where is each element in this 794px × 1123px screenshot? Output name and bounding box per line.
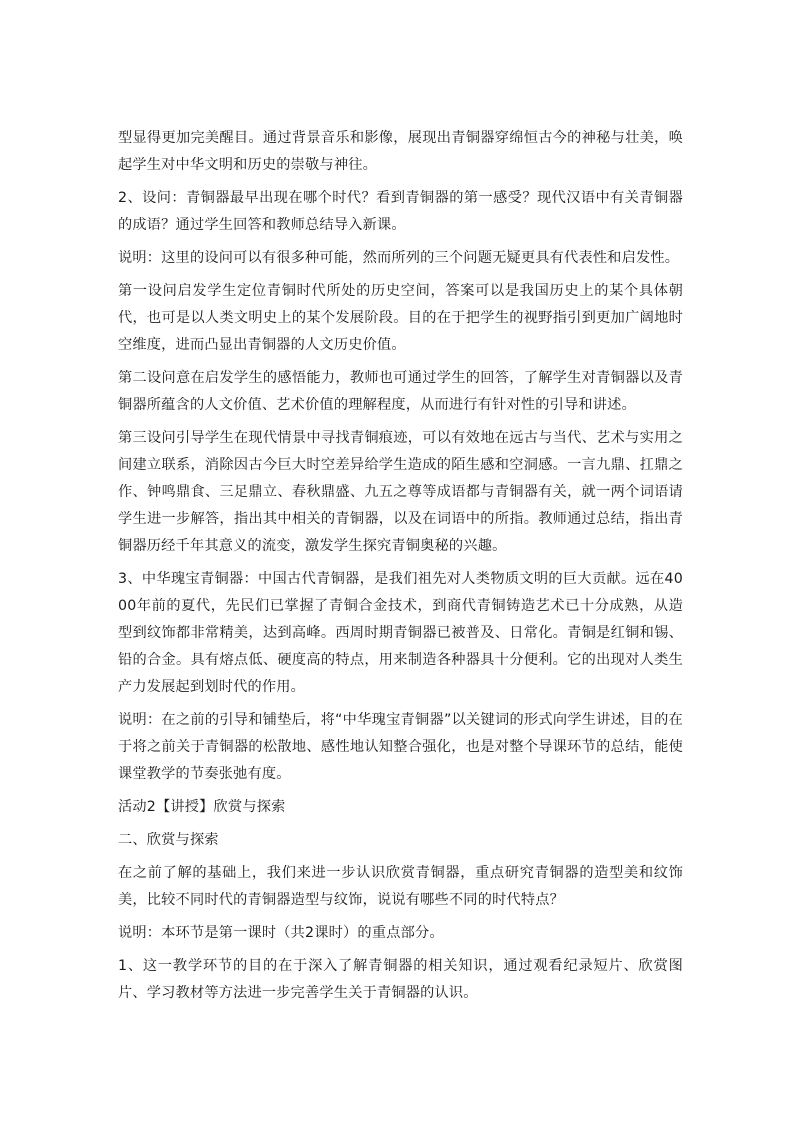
paragraph-first-question: 第一设问启发学生定位青铜时代所处的历史空间，答案可以是我国历史上的某个具体朝代，也可是以人类文明史上的某个发展阶段。目的在于把学生的视野指引到更加广阔地时空维度，进而凸显出青铜器的人文历史价值。 [118,283,683,353]
section-heading-appreciation: 二、欣赏与探索 [118,832,219,848]
paragraph-bronze-treasure: 3、中华瑰宝青铜器：中国古代青铜器，是我们祖先对人类物质文明的巨大贡献。远在4000年前的夏代，先民们已掌握了青铜合金技术，到商代青铜铸造艺术已十分成熟，从造型到纹饰都非常精美，达到高峰。西周时期青铜器已被普及、日常化。青铜是红铜和锡、铅的合金。具有熔点低、硬度高的特点，用来制造各种器具十分便利。它的出现对人类生产力发展起到划时代的作用。 [118,571,683,695]
paragraph-note-key-part: 说明：本环节是第一课时（共2课时）的重点部分。 [118,925,444,941]
paragraph-second-question: 第二设问意在启发学生的感悟能力，教师也可通过学生的回答，了解学生对青铜器以及青铜器所蕴含的人文价值、艺术价值的理解程度，从而进行有针对性的引导和讲述。 [118,370,683,413]
paragraph-appreciation-intro: 在之前了解的基础上，我们来进一步认识欣赏青铜器，重点研究青铜器的造型美和纹饰美，比较不同时代的青铜器造型与纹饰，说说有哪些不同的时代特点？ [118,865,683,908]
activity-2-heading: 活动2【讲授】欣赏与探索 [118,799,286,815]
paragraph-note-questions: 说明：这里的设问可以有很多种可能，然而所列的三个问题无疑更具有代表性和启发性。 [118,250,680,266]
paragraph-intro-continuation: 型显得更加完美醒目。通过背景音乐和影像，展现出青铜器穿绵恒古今的神秘与壮美，唤起学生对中华文明和历史的崇敬与神往。 [118,130,683,173]
paragraph-teaching-goal: 1、这一教学环节的目的在于深入了解青铜器的相关知识，通过观看纪录短片、欣赏图片、学习教材等方法进一步完善学生关于青铜器的认识。 [118,958,683,1001]
document-body [118,125,683,1013]
paragraph-third-question: 第三设问引导学生在现代情景中寻找青铜痕迹，可以有效地在远古与当代、艺术与实用之间建立联系，消除因古今巨大时空差异给学生造成的陌生感和空洞感。一言九鼎、扛鼎之作、钟鸣鼎食、三足鼎立、春秋鼎盛、九五之尊等成语都与青铜器有关，就一两个词语请学生进一步解答，指出其中相关的青铜器，以及在词语中的所指。教师通过总结，指出青铜器历经千年其意义的流变，激发学生探究青铜奥秘的兴趣。 [118,430,683,554]
paragraph-note-treasure: 说明：在之前的引导和铺垫后，将“中华瑰宝青铜器”以关键词的形式向学生讲述，目的在于将之前关于青铜器的松散地、感性地认知整合强化，也是对整个导课环节的总结，能使课堂教学的节奏张弛有度。 [118,712,683,782]
paragraph-question-2: 2、设问：青铜器最早出现在哪个时代？看到青铜器的第一感受？现代汉语中有关青铜器的成语？通过学生回答和教师总结导入新课。 [118,190,683,233]
